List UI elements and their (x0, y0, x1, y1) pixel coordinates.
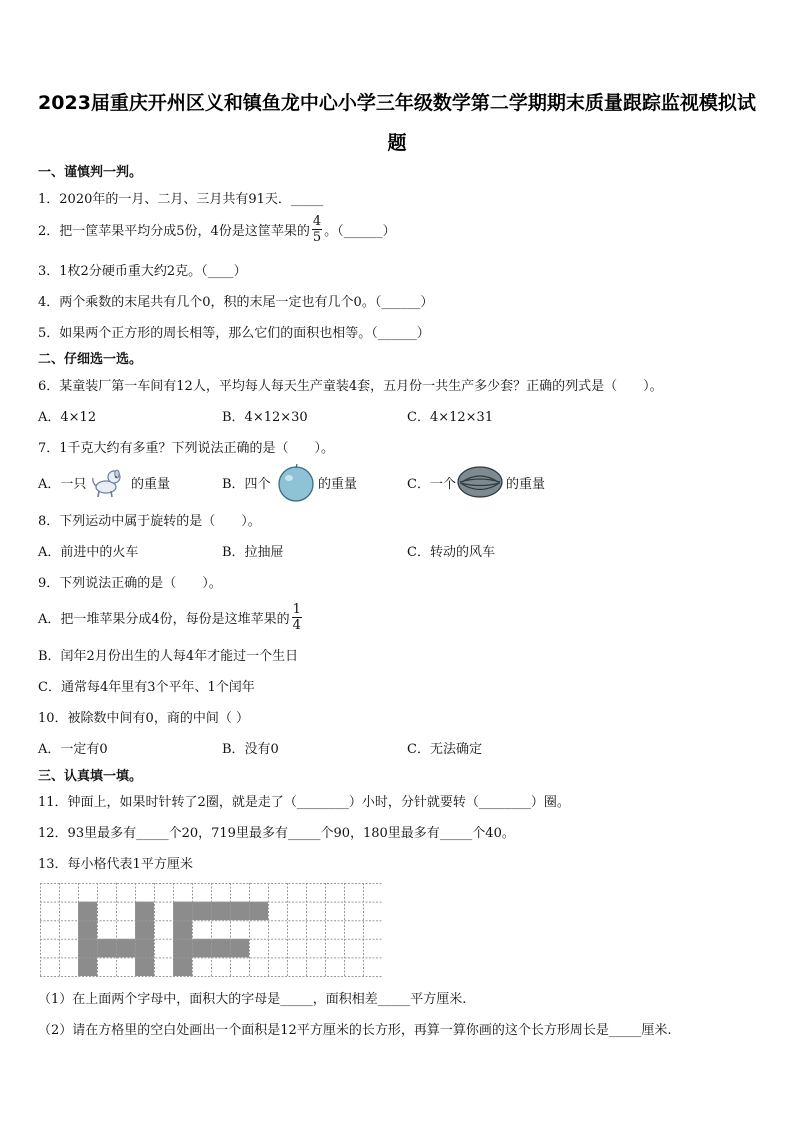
dog-icon (89, 465, 125, 499)
question-13: 13．每小格代表1平方厘米 (38, 857, 193, 872)
question-7-option-b-post: 的重量 (318, 477, 358, 492)
question-5: 5．如果两个正方形的周长相等，那么它们的面积也相等。（______） (38, 326, 430, 341)
question-7-option-a-pre: A．一只 (38, 477, 87, 492)
question-9-option-a-text: A．把一堆苹果分成4份，每份是这堆苹果的 (38, 612, 290, 627)
question-12: 12．93里最多有_____个20，719里最多有_____个90，180里最多有_____个40。 (38, 826, 515, 841)
square-grid (40, 883, 382, 981)
letter-h-cell (78, 902, 97, 976)
fraction-denominator: 4 (292, 618, 301, 633)
question-7-option-c-pre: C．一个 (407, 477, 456, 492)
fraction-one-quarter (292, 602, 302, 633)
question-6-option-c: C．4×12×31 (407, 410, 494, 425)
question-2-blank: 。（______） (324, 224, 396, 239)
question-8-option-b: B．拉抽屉 (222, 545, 284, 560)
fraction-numerator: 4 (312, 214, 322, 229)
question-7-option-c-post: 的重量 (506, 477, 546, 492)
question-9: 9．下列说法正确的是（ ）。 (38, 576, 222, 591)
question-1: 1．2020年的一月、二月、三月共有91天．_____ (38, 192, 324, 207)
question-8-option-a: A．前进中的火车 (38, 545, 139, 560)
section-heading-judge: 一、谨慎判一判。 (38, 165, 143, 180)
grid-canvas (40, 883, 382, 977)
question-2 (38, 214, 396, 245)
page-title-continued: 题 (387, 132, 407, 154)
watermelon-icon (456, 465, 504, 499)
page-title: 2023届重庆开州区义和镇鱼龙中心小学三年级数学第二学期期末质量跟踪监视模拟试 (38, 92, 756, 114)
question-9-option-c: C．通常每4年里有3个平年、1个闰年 (38, 680, 255, 695)
fraction-four-fifths (312, 214, 322, 245)
question-8-option-c: C．转动的风车 (407, 545, 495, 560)
letter-h-cell (135, 902, 154, 976)
question-7-option-a-post: 的重量 (131, 477, 171, 492)
question-13-part-2: （2）请在方格里的空白处画出一个面积是12平方厘米的长方形，再算一算你画的这个长方形周长是_____厘米. (38, 1023, 672, 1038)
question-11: 11．钟面上，如果时针转了2圈，就是走了（________）小时，分针就要转（________）圈。 (38, 795, 570, 810)
question-3: 3．1枚2分硬币重大约2克。（____） (38, 264, 247, 279)
question-7: 7．1千克大约有多重？下列说法正确的是（ ）。 (38, 441, 335, 456)
question-10-option-c: C．无法确定 (407, 742, 482, 757)
question-6-option-b: B．4×12×30 (222, 410, 308, 425)
apple-icon (276, 463, 316, 503)
question-9-option-b: B．闰年2月份出生的人每4年才能过一个生日 (38, 649, 299, 664)
question-9-option-a (38, 602, 304, 633)
question-10-option-b: B．没有0 (222, 742, 279, 757)
letter-f-cell (192, 939, 249, 958)
question-10-option-a: A．一定有0 (38, 742, 108, 757)
question-10: 10．被除数中间有0，商的中间（ ） (38, 711, 249, 726)
question-8: 8．下列运动中属于旋转的是（ ）。 (38, 514, 261, 529)
fraction-denominator: 5 (312, 230, 322, 245)
question-2-text: 2．把一筐苹果平均分成5份，4份是这筐苹果的 (38, 224, 310, 239)
question-7-option-b-pre: B．四个 (222, 477, 271, 492)
fraction-numerator: 1 (292, 602, 301, 617)
question-13-part-1: （1）在上面两个字母中，面积大的字母是_____，面积相差_____平方厘米. (38, 992, 467, 1007)
question-6-option-a: A．4×12 (38, 410, 97, 425)
letter-f-cell (173, 902, 192, 976)
section-heading-fill: 三、认真填一填。 (38, 769, 143, 784)
question-4: 4．两个乘数的末尾共有几个0，积的末尾一定也有几个0。（______） (38, 295, 434, 310)
question-6: 6．某童装厂第一车间有12人，平均每人每天生产童装4套，五月份一共生产多少套？正确的列式是（ ）。 (38, 379, 663, 394)
section-heading-choose: 二、仔细选一选。 (38, 352, 143, 367)
